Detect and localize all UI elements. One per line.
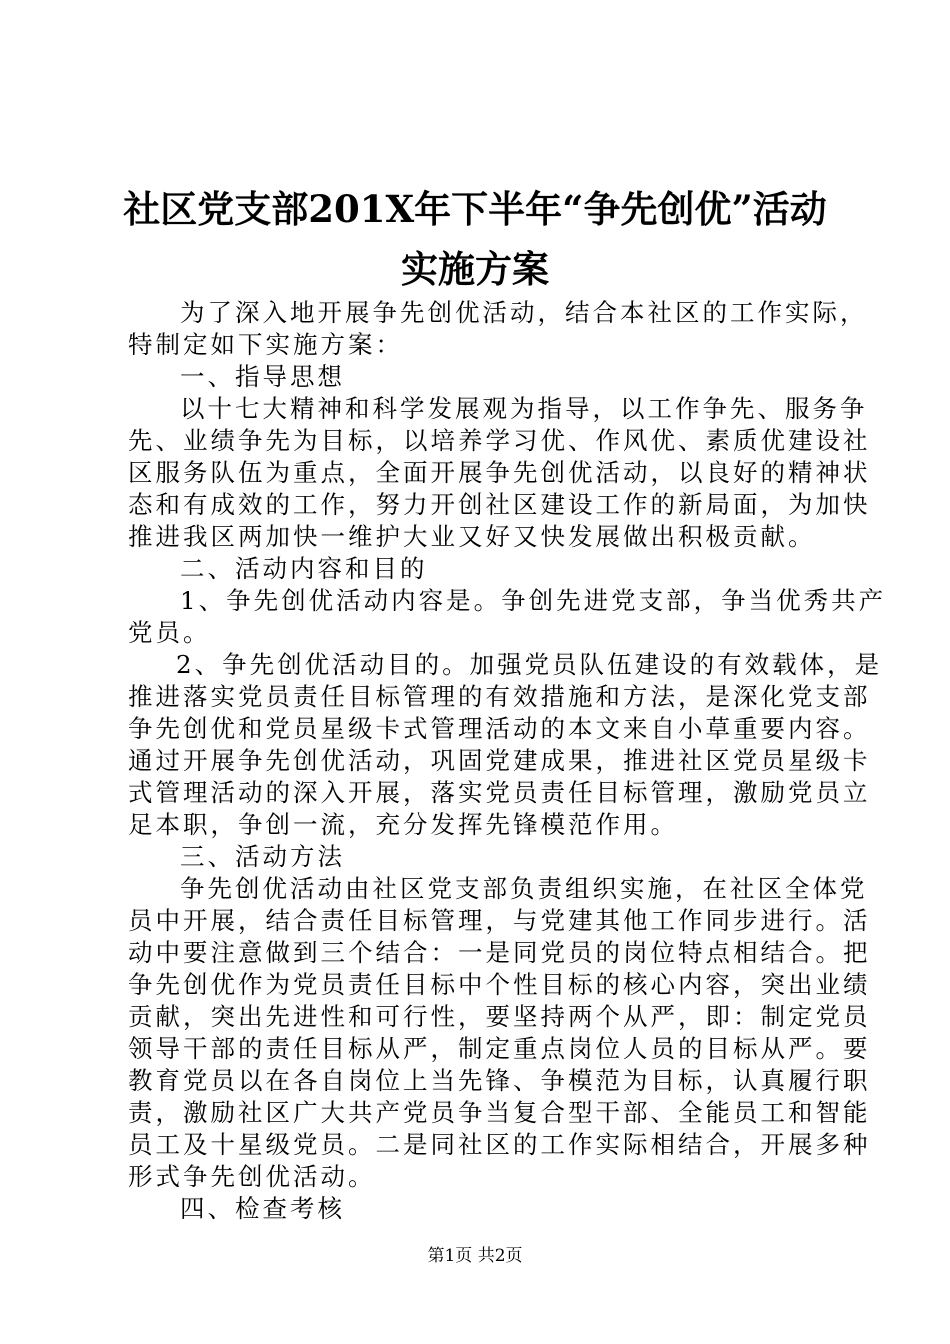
section-heading: 二、活动内容和目的 [180, 554, 428, 583]
paragraph-line: 为了深入地开展争先创优活动，结合本社区的工作实际， [180, 298, 868, 327]
paragraph-line: 推进我区两加快一维护大业又好又快发展做出积极贡献。 [128, 522, 816, 551]
paragraph-line: 教育党员以在各自岗位上当先锋、争模范为目标，认真履行职 [128, 1066, 871, 1095]
paragraph-line: 通过开展争先创优活动，巩固党建成果，推进社区党员星级卡 [128, 746, 871, 775]
paragraph-line: 区服务队伍为重点，全面开展争先创优活动，以良好的精神状 [128, 458, 871, 487]
paragraph-line: 动中要注意做到三个结合：一是同党员的岗位特点相结合。把 [128, 938, 871, 967]
paragraph-line: 推进落实党员责任目标管理的有效措施和方法，是深化党支部 [128, 682, 871, 711]
section-heading: 四、检查考核 [180, 1194, 345, 1223]
document-title-line-2: 实施方案 [401, 247, 549, 291]
paragraph-line: 员工及十星级党员。二是同社区的工作实际相结合，开展多种 [128, 1130, 871, 1159]
paragraph-line: 责，激励社区广大共产党员争当复合型干部、全能员工和智能 [128, 1098, 871, 1127]
paragraph-line: 争先创优和党员星级卡式管理活动的本文来自小草重要内容。 [128, 714, 871, 743]
paragraph-line: 贡献，突出先进性和可行性，要坚持两个从严，即：制定党员 [128, 1002, 871, 1031]
paragraph-line: 2、争先创优活动目的。加强党员队伍建设的有效载体，是 [176, 650, 883, 679]
paragraph-line: 特制定如下实施方案： [128, 330, 403, 359]
paragraph-line: 争先创优活动由社区党支部负责组织实施，在社区全体党 [180, 874, 868, 903]
paragraph-line: 党员。 [128, 618, 211, 647]
paragraph-line: 式管理活动的深入开展，落实党员责任目标管理，激励党员立 [128, 778, 871, 807]
paragraph-line: 领导干部的责任目标从严，制定重点岗位人员的目标从严。要 [128, 1034, 871, 1063]
paragraph-line: 形式争先创优活动。 [128, 1162, 376, 1191]
section-heading: 三、活动方法 [180, 842, 345, 871]
paragraph-line: 足本职，争创一流，充分发挥先锋模范作用。 [128, 810, 678, 839]
paragraph-line: 态和有成效的工作，努力开创社区建设工作的新局面，为加快 [128, 490, 871, 519]
paragraph-line: 争先创优作为党员责任目标中个性目标的核心内容，突出业绩 [128, 970, 871, 999]
paragraph-line: 1、争先创优活动内容是。争创先进党支部，争当优秀共产 [180, 586, 887, 615]
paragraph-line: 员中开展，结合责任目标管理，与党建其他工作同步进行。活 [128, 906, 871, 935]
paragraph-line: 先、业绩争先为目标，以培养学习优、作风优、素质优建设社 [128, 426, 871, 455]
section-heading: 一、指导思想 [180, 362, 345, 391]
page-number-footer: 第1页 共2页 [427, 1246, 523, 1266]
paragraph-line: 以十七大精神和科学发展观为指导，以工作争先、服务争 [180, 394, 868, 423]
document-title-line-1: 社区党支部201X年下半年“争先创优”活动 [123, 187, 827, 231]
